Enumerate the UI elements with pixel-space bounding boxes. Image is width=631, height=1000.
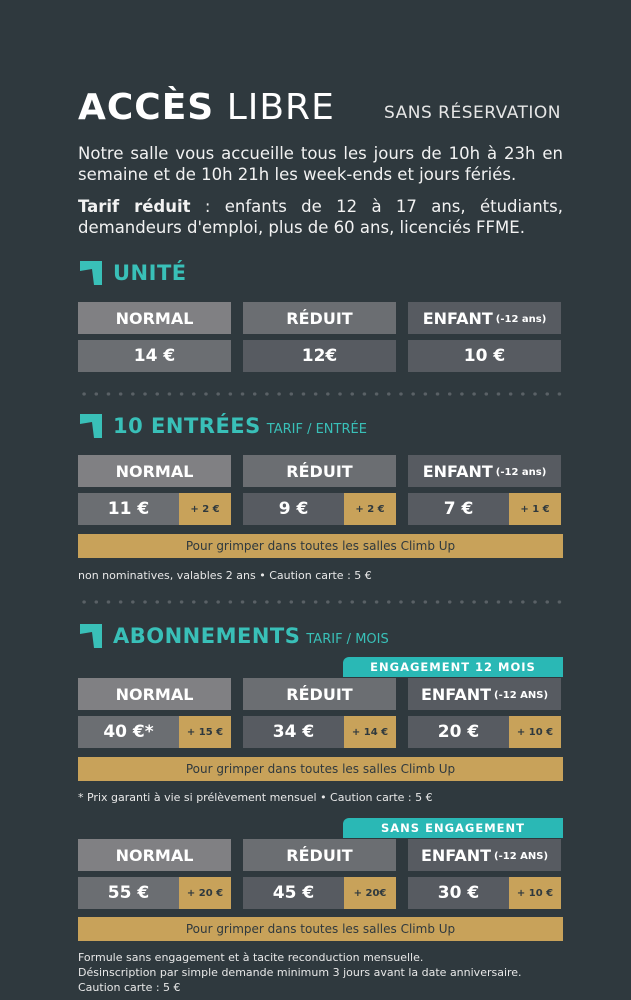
dix-extra-reduit: + 2 €	[344, 493, 396, 525]
unite-header-normal: NORMAL	[78, 302, 231, 334]
eng-climbup-bar: Pour grimper dans toutes les salles Climb Up	[78, 757, 563, 781]
unite-header-reduit: RÉDUIT	[243, 302, 396, 334]
dix-extra-enfant: + 1 €	[509, 493, 561, 525]
hold-icon	[78, 259, 104, 287]
eng-extra-enfant: + 10 €	[509, 716, 561, 748]
intro-reduced-text: : enfants de 12 à 17 ans, étudiants, demandeurs d'emploi, plus de 60 ans, licenciés FFME.	[78, 197, 563, 237]
section-10-title: 10 ENTRÉES	[113, 414, 261, 438]
sans-extra-normal: + 20 €	[179, 877, 231, 909]
sans-price-normal: 55 € + 20 €	[78, 877, 231, 909]
eng-price-reduit: 34 € + 14 €	[243, 716, 396, 748]
dix-price-enfant: 7 € + 1 €	[408, 493, 561, 525]
intro-reduced	[78, 196, 563, 238]
sans-note-3: Caution carte : 5 €	[78, 981, 181, 994]
eng-price-enfant: 20 € + 10 €	[408, 716, 561, 748]
sans-climbup-bar: Pour grimper dans toutes les salles Climb Up	[78, 917, 563, 941]
sans-header-enfant: ENFANT (-12 ANS)	[408, 839, 561, 871]
eng-header-enfant: ENFANT (-12 ANS)	[408, 678, 561, 710]
sans-header-normal: NORMAL	[78, 839, 231, 871]
dix-header-normal: NORMAL	[78, 455, 231, 487]
eng-header-normal: NORMAL	[78, 678, 231, 710]
unite-header-enfant: ENFANT (-12 ans)	[408, 302, 561, 334]
dix-climbup-bar: Pour grimper dans toutes les salles Climb Up	[78, 534, 563, 558]
sans-header-reduit: RÉDUIT	[243, 839, 396, 871]
page-title	[78, 86, 335, 130]
sans-extra-enfant: + 10 €	[509, 877, 561, 909]
eng-extra-normal: + 15 €	[179, 716, 231, 748]
unite-price-reduit: 12€	[243, 340, 396, 372]
dix-header-enfant: ENFANT (-12 ans)	[408, 455, 561, 487]
eng-extra-reduit: + 14 €	[344, 716, 396, 748]
page-subtitle: SANS RÉSERVATION	[384, 103, 561, 123]
dix-header-reduit: RÉDUIT	[243, 455, 396, 487]
unite-price-normal: 14 €	[78, 340, 231, 372]
section-unite-heading	[78, 256, 187, 290]
sans-price-enfant: 30 € + 10 €	[408, 877, 561, 909]
section-10-sub: TARIF / ENTRÉE	[266, 421, 367, 437]
dix-note: non nominatives, valables 2 ans • Caution carte : 5 €	[78, 569, 372, 582]
section-10-heading	[78, 409, 367, 443]
sans-note-2: Désinscription par simple demande minimum 3 jours avant la date anniversaire.	[78, 966, 522, 979]
divider-2	[78, 600, 563, 604]
section-abo-title: ABONNEMENTS	[113, 624, 301, 648]
sans-note-1: Formule sans engagement et à tacite reconduction mensuelle.	[78, 951, 424, 964]
engagement-tab: ENGAGEMENT 12 MOIS	[343, 657, 563, 677]
unite-price-enfant: 10 €	[408, 340, 561, 372]
dix-price-normal: 11 € + 2 €	[78, 493, 231, 525]
sans-price-reduit: 45 € + 20€	[243, 877, 396, 909]
divider-1	[78, 392, 563, 396]
dix-extra-normal: + 2 €	[179, 493, 231, 525]
eng-header-reduit: RÉDUIT	[243, 678, 396, 710]
eng-note: * Prix garanti à vie si prélèvement mensuel • Caution carte : 5 €	[78, 791, 433, 804]
hold-icon	[78, 412, 104, 440]
sans-extra-reduit: + 20€	[344, 877, 396, 909]
dix-price-reduit: 9 € + 2 €	[243, 493, 396, 525]
eng-price-normal: 40 €* + 15 €	[78, 716, 231, 748]
section-unite-title: UNITÉ	[113, 261, 187, 285]
hold-icon	[78, 622, 104, 650]
title-bold: ACCÈS	[78, 87, 215, 128]
title-light: LIBRE	[226, 87, 335, 128]
section-abo-sub: TARIF / MOIS	[306, 631, 389, 647]
sans-engagement-tab: SANS ENGAGEMENT	[343, 818, 563, 838]
section-abo-heading	[78, 619, 389, 653]
intro-reduced-label: Tarif réduit	[78, 197, 191, 216]
intro-hours: Notre salle vous accueille tous les jours de 10h à 23h en semaine et de 10h 21h les week-ends et jours fériés.	[78, 144, 563, 184]
